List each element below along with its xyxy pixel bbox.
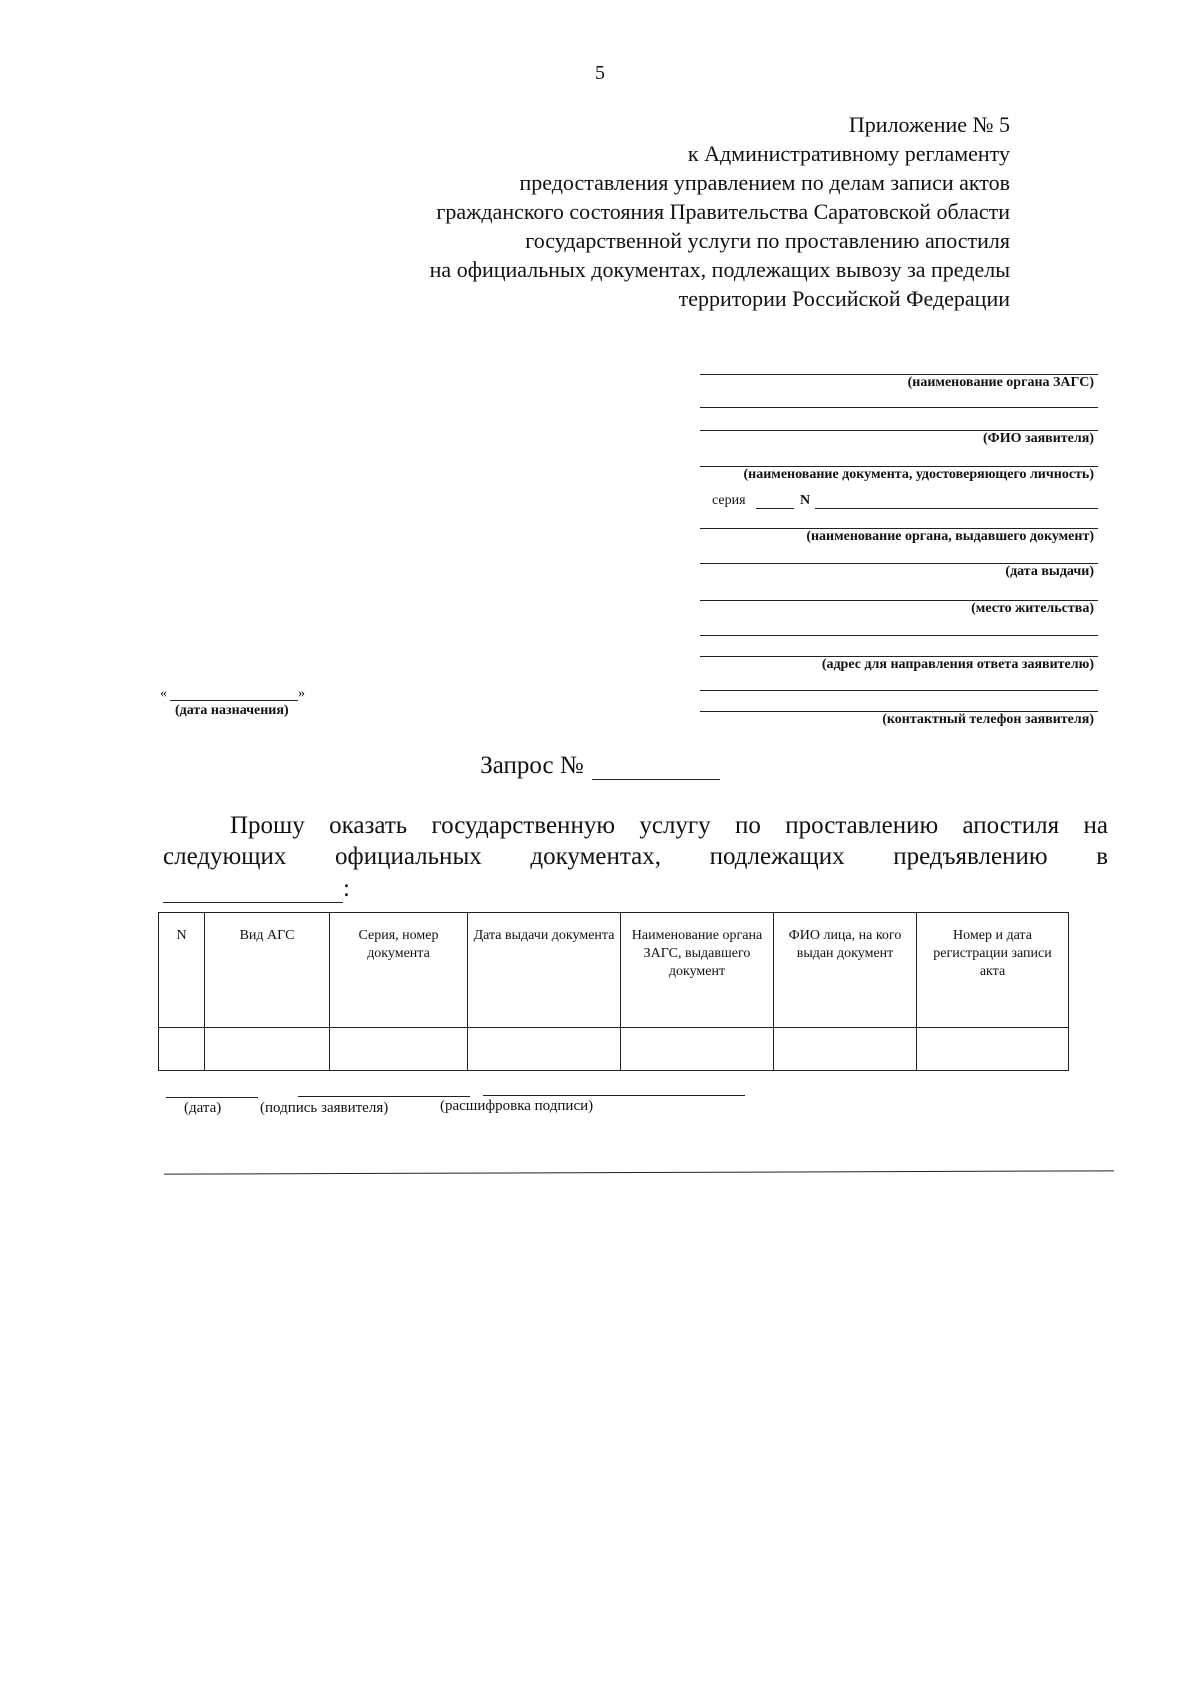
column-header-zags-name: Наименование органа ЗАГС, выдавшего документ xyxy=(621,913,774,1028)
destination-country-field[interactable] xyxy=(163,878,343,903)
issue-date-caption: (дата выдачи) xyxy=(1005,564,1094,579)
decryption-caption: (расшифровка подписи) xyxy=(440,1098,594,1114)
column-header-person-fio: ФИО лица, на кого выдан документ xyxy=(774,913,917,1028)
appendix-line: территории Российской Федерации xyxy=(678,286,1010,311)
id-document-caption: (наименование документа, удостоверяющего личность) xyxy=(743,467,1094,482)
request-number-field[interactable] xyxy=(592,755,720,780)
table-cell[interactable] xyxy=(621,1028,774,1071)
appendix-line: Приложение № 5 xyxy=(848,112,1010,137)
zags-name-caption: (наименование органа ЗАГС) xyxy=(907,375,1094,390)
request-paragraph-line-2: следующих официальных документах, подлежащих предъявлению в xyxy=(163,843,1108,870)
appendix-line: гражданского состояния Правительства Саратовской области xyxy=(436,199,1010,224)
column-header-ags-type: Вид АГС xyxy=(205,913,330,1028)
table-cell[interactable] xyxy=(205,1028,330,1071)
table-row xyxy=(159,1028,1069,1071)
date-caption: (дата) xyxy=(184,1100,222,1116)
request-paragraph-line-1: Прошу оказать государственную услугу по проставлению апостиля на xyxy=(230,812,1108,839)
request-title-text: Запрос № xyxy=(480,752,584,779)
series-label: серия xyxy=(712,493,746,508)
appointment-close-quote: » xyxy=(298,686,305,701)
reply-address-caption: (адрес для направления ответа заявителю) xyxy=(821,657,1094,672)
appendix-header xyxy=(430,110,1010,313)
fio-caption: (ФИО заявителя) xyxy=(983,431,1094,446)
number-label: N xyxy=(800,493,811,508)
table-cell[interactable] xyxy=(330,1028,468,1071)
appointment-caption: (дата назначения) xyxy=(175,703,289,718)
request-title xyxy=(0,752,1200,780)
appointment-date-field[interactable] xyxy=(170,700,298,701)
applicant-signature-field[interactable] xyxy=(298,1096,470,1097)
phone-caption: (контактный телефон заявителя) xyxy=(882,712,1094,727)
bottom-divider xyxy=(164,1170,1114,1174)
appendix-line: к Административному регламенту xyxy=(687,141,1010,166)
fio-field-line-1[interactable] xyxy=(700,407,1098,408)
table-cell[interactable] xyxy=(917,1028,1069,1071)
colon: : xyxy=(343,875,350,902)
table-cell[interactable] xyxy=(774,1028,917,1071)
appendix-line: на официальных документах, подлежащих вывозу за пределы xyxy=(429,257,1010,282)
page-number: 5 xyxy=(595,62,605,84)
table-cell[interactable] xyxy=(159,1028,205,1071)
date-signature-field[interactable] xyxy=(166,1097,258,1098)
column-header-number: N xyxy=(159,913,205,1028)
appointment-open-quote: « xyxy=(160,686,167,701)
phone-field-line-1[interactable] xyxy=(700,690,1098,691)
reply-address-field-line-1[interactable] xyxy=(700,635,1098,636)
residence-caption: (место жительства) xyxy=(971,601,1094,616)
table-header-row xyxy=(159,913,1069,1028)
appendix-line: предоставления управлением по делам записи актов xyxy=(519,170,1010,195)
column-header-series-number: Серия, номер документа xyxy=(330,913,468,1028)
column-header-issue-date: Дата выдачи документа xyxy=(468,913,621,1028)
table-cell[interactable] xyxy=(468,1028,621,1071)
appendix-line: государственной услуги по проставлению апостиля xyxy=(525,228,1010,253)
destination-country xyxy=(163,875,350,903)
signature-decryption-field[interactable] xyxy=(483,1095,745,1096)
signature-caption: (подпись заявителя) xyxy=(260,1100,389,1116)
number-field[interactable] xyxy=(815,508,1098,509)
issuing-authority-caption: (наименование органа, выдавшего документ) xyxy=(806,529,1094,544)
column-header-registration: Номер и дата регистрации записи акта xyxy=(917,913,1069,1028)
documents-table xyxy=(158,912,1069,1071)
series-field[interactable] xyxy=(756,508,794,509)
